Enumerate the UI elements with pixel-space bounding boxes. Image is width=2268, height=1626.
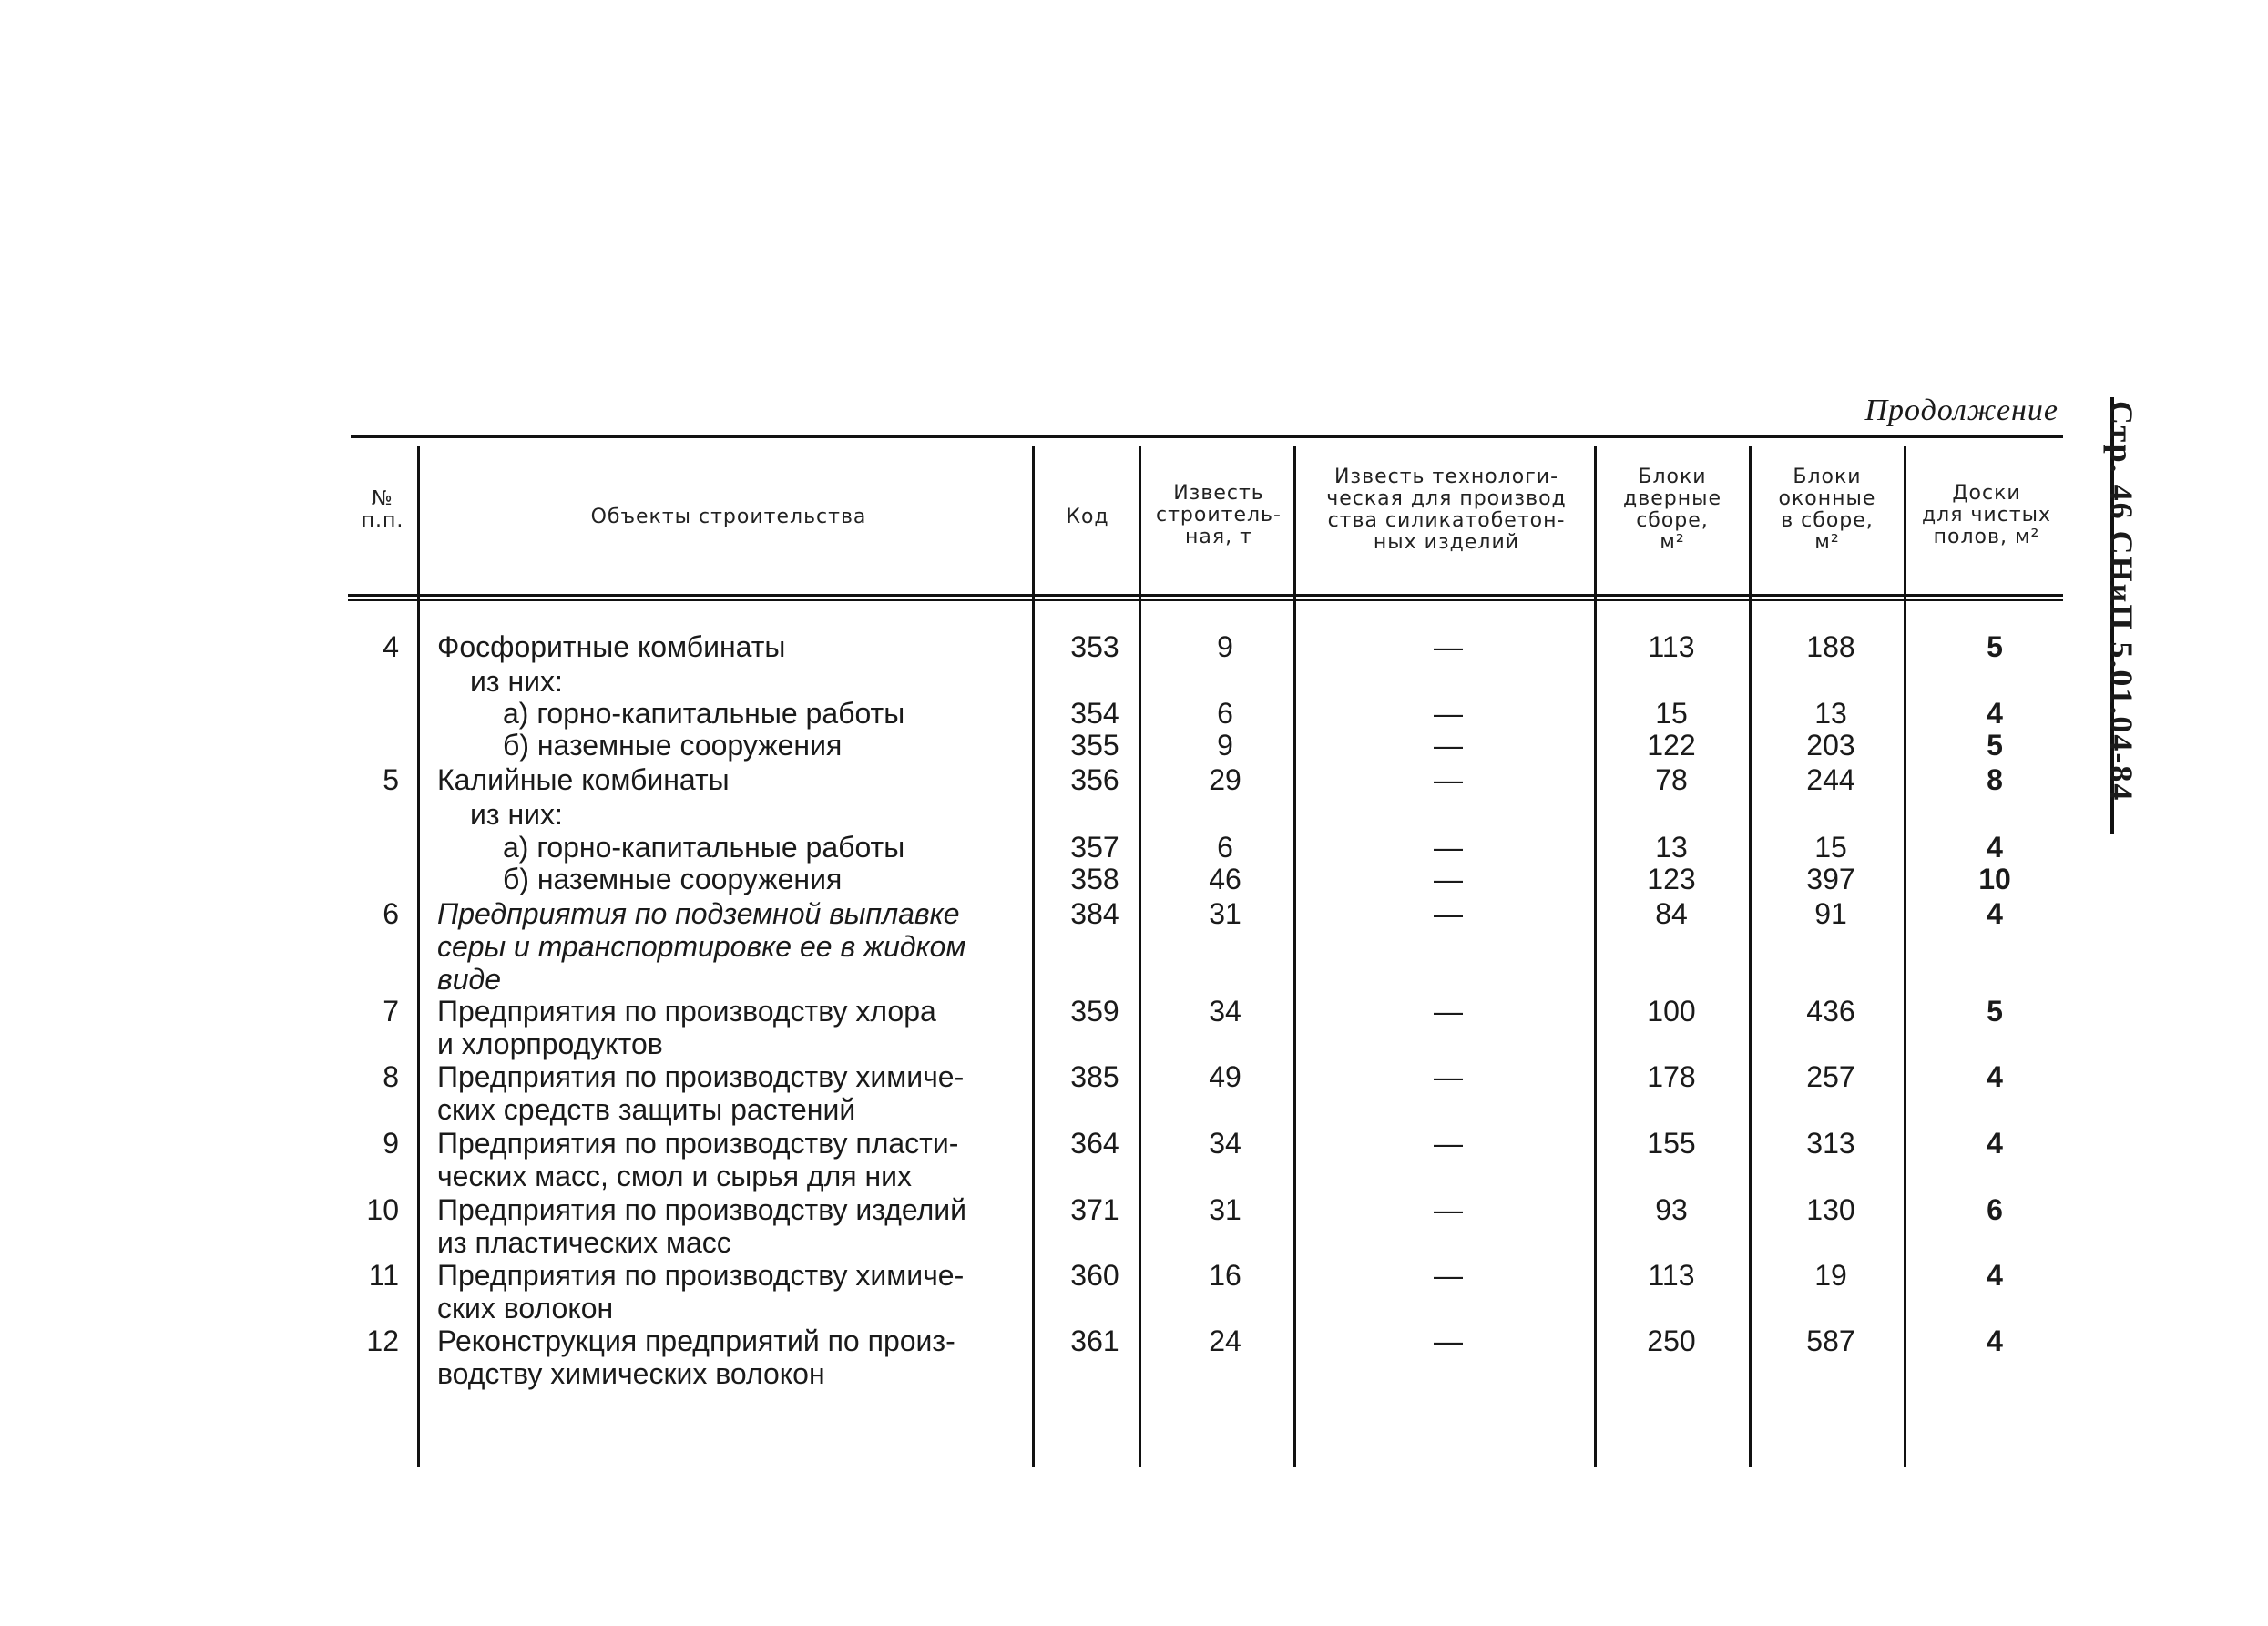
row-object: из них:: [470, 798, 563, 831]
row-windows: 313: [1806, 1127, 1855, 1160]
header-tech-line: ства силикатобетон-: [1327, 509, 1566, 532]
row-number: 8: [383, 1060, 399, 1093]
row-object: б) наземные сооружения: [503, 729, 843, 762]
row-object-line: водству химических волокон: [437, 1357, 825, 1390]
row-lime: 6: [1217, 831, 1233, 864]
header-boards-line: для чистых: [1921, 504, 2052, 527]
header-lime: [1146, 483, 1292, 548]
row-windows: 130: [1806, 1193, 1855, 1226]
continuation-label: Продолжение: [1864, 394, 2059, 427]
row-code: 359: [1070, 995, 1119, 1028]
header-num: [351, 488, 414, 532]
row-doors: 13: [1655, 831, 1688, 864]
row-tech-lime: —: [1434, 763, 1463, 796]
row-lime: 9: [1217, 729, 1233, 762]
row-object-line: из пластических масс: [437, 1226, 731, 1259]
row-lime: 49: [1209, 1060, 1241, 1093]
header-doors-line: Блоки: [1638, 465, 1707, 488]
row-tech-lime: —: [1434, 630, 1463, 663]
row-boards: 6: [1987, 1193, 2003, 1226]
row-lime: 34: [1209, 1127, 1241, 1160]
row-tech-lime: —: [1434, 995, 1463, 1028]
column-divider: [1904, 446, 1906, 1467]
row-boards: 10: [1978, 863, 2011, 895]
row-windows: 587: [1806, 1324, 1855, 1357]
row-lime: 9: [1217, 630, 1233, 663]
row-windows: 257: [1806, 1060, 1855, 1093]
header-lime-line: строитель-: [1156, 504, 1282, 527]
row-code: 355: [1070, 729, 1119, 762]
header-objects: Объекты строительства: [590, 506, 867, 528]
row-object: б) наземные сооружения: [503, 863, 843, 895]
header-windows-line: Блоки: [1793, 465, 1862, 488]
header-lime-line: ная, т: [1185, 526, 1252, 548]
row-number: 6: [383, 897, 399, 930]
header-boards-line: полов, м²: [1933, 526, 2040, 548]
row-object-line: Предприятия по подземной выплавке: [437, 897, 960, 930]
row-code: 371: [1070, 1193, 1119, 1226]
header-windows-line: в сборе,: [1781, 509, 1874, 532]
table-top-rule: [351, 435, 2063, 438]
row-windows: 15: [1814, 831, 1847, 864]
row-number: 12: [366, 1324, 399, 1357]
row-object-line: Предприятия по производству пласти-: [437, 1127, 959, 1160]
row-lime: 31: [1209, 897, 1241, 930]
row-object-line: виде: [437, 963, 501, 996]
header-windows-line: м²: [1814, 531, 1840, 554]
header-doors-line: сборе,: [1636, 509, 1709, 532]
row-doors: 250: [1647, 1324, 1696, 1357]
row-tech-lime: —: [1434, 831, 1463, 864]
row-doors: 123: [1647, 863, 1696, 895]
row-object-line: Предприятия по производству химиче-: [437, 1259, 965, 1292]
row-lime: 34: [1209, 995, 1241, 1028]
row-object-line: ческих масс, смол и сырья для них: [437, 1160, 913, 1192]
row-boards: 5: [1987, 630, 2003, 663]
row-code: 356: [1070, 763, 1119, 796]
row-doors: 15: [1655, 697, 1688, 730]
row-lime: 31: [1209, 1193, 1241, 1226]
row-object: а) горно-капитальные работы: [503, 697, 905, 730]
row-tech-lime: —: [1434, 1060, 1463, 1093]
row-object: Фосфоритные комбинаты: [437, 630, 786, 663]
header-boards-line: Доски: [1952, 482, 2021, 505]
row-lime: 46: [1209, 863, 1241, 895]
header-bottom-rule-2: [348, 599, 2063, 601]
row-doors: 93: [1655, 1193, 1688, 1226]
header-lime-line: Известь: [1173, 482, 1264, 505]
row-code: 353: [1070, 630, 1119, 663]
row-lime: 6: [1217, 697, 1233, 730]
row-lime: 24: [1209, 1324, 1241, 1357]
row-tech-lime: —: [1434, 1127, 1463, 1160]
row-boards: 4: [1987, 831, 2003, 864]
column-divider: [417, 446, 420, 1467]
header-code: Код: [1066, 506, 1109, 528]
row-windows: 244: [1806, 763, 1855, 796]
row-tech-lime: —: [1434, 697, 1463, 730]
row-code: 385: [1070, 1060, 1119, 1093]
row-code: 357: [1070, 831, 1119, 864]
row-boards: 4: [1987, 697, 2003, 730]
row-boards: 8: [1987, 763, 2003, 796]
header-num-line: №: [372, 487, 393, 510]
row-windows: 188: [1806, 630, 1855, 663]
row-object-line: ских волокон: [437, 1292, 614, 1324]
header-doors-line: дверные: [1623, 487, 1721, 510]
header-boards: [1909, 483, 2064, 548]
row-boards: 4: [1987, 1259, 2003, 1292]
row-tech-lime: —: [1434, 1324, 1463, 1357]
row-object-line: Предприятия по производству хлора: [437, 995, 936, 1028]
row-windows: 436: [1806, 995, 1855, 1028]
header-tech-line: ных изделий: [1373, 531, 1520, 554]
row-code: 354: [1070, 697, 1119, 730]
row-boards: 4: [1987, 1324, 2003, 1357]
row-boards: 5: [1987, 729, 2003, 762]
header-tech-line: ческая для производ: [1326, 487, 1567, 510]
row-code: 364: [1070, 1127, 1119, 1160]
row-doors: 155: [1647, 1127, 1696, 1160]
header-tech: [1301, 466, 1592, 554]
row-number: 9: [383, 1127, 399, 1160]
header-tech-line: Известь технологи-: [1333, 465, 1559, 488]
row-boards: 4: [1987, 1127, 2003, 1160]
column-divider: [1594, 446, 1597, 1467]
row-windows: 91: [1814, 897, 1847, 930]
row-doors: 178: [1647, 1060, 1696, 1093]
row-windows: 397: [1806, 863, 1855, 895]
row-number: 5: [383, 763, 399, 796]
row-object-line: Предприятия по производству изделий: [437, 1193, 967, 1226]
row-object-line: ских средств защиты растений: [437, 1093, 856, 1126]
column-divider: [1032, 446, 1035, 1467]
page-side-label: Стр. 46 СНиП 5.01.04-84: [2103, 401, 2140, 803]
row-doors: 122: [1647, 729, 1696, 762]
row-boards: 5: [1987, 995, 2003, 1028]
header-doors: [1599, 466, 1745, 554]
row-object-line: и хлорпродуктов: [437, 1028, 663, 1060]
row-number: 11: [368, 1259, 399, 1292]
column-divider: [1749, 446, 1752, 1467]
row-doors: 78: [1655, 763, 1688, 796]
row-code: 384: [1070, 897, 1119, 930]
row-lime: 16: [1209, 1259, 1241, 1292]
row-tech-lime: —: [1434, 863, 1463, 895]
row-doors: 113: [1648, 1259, 1695, 1292]
row-object-line: Предприятия по производству химиче-: [437, 1060, 965, 1093]
row-object-line: Реконструкция предприятий по произ-: [437, 1324, 955, 1357]
row-lime: 29: [1209, 763, 1241, 796]
row-tech-lime: —: [1434, 897, 1463, 930]
header-windows: [1754, 466, 1900, 554]
row-object: из них:: [470, 665, 563, 698]
row-object: Калийные комбинаты: [437, 763, 730, 796]
row-object: а) горно-капитальные работы: [503, 831, 905, 864]
row-windows: 19: [1814, 1259, 1847, 1292]
row-doors: 113: [1648, 630, 1695, 663]
row-tech-lime: —: [1434, 1259, 1463, 1292]
row-number: 10: [366, 1193, 399, 1226]
header-doors-line: м²: [1660, 531, 1685, 554]
header-windows-line: оконные: [1778, 487, 1876, 510]
header-num-line: п.п.: [361, 509, 404, 532]
row-doors: 100: [1647, 995, 1696, 1028]
row-windows: 13: [1814, 697, 1847, 730]
column-divider: [1139, 446, 1141, 1467]
row-code: 358: [1070, 863, 1119, 895]
row-tech-lime: —: [1434, 1193, 1463, 1226]
row-number: 7: [383, 995, 399, 1028]
row-code: 360: [1070, 1259, 1119, 1292]
row-code: 361: [1070, 1324, 1119, 1357]
column-divider: [1293, 446, 1296, 1467]
row-boards: 4: [1987, 1060, 2003, 1093]
row-tech-lime: —: [1434, 729, 1463, 762]
row-number: 4: [383, 630, 399, 663]
row-windows: 203: [1806, 729, 1855, 762]
row-boards: 4: [1987, 897, 2003, 930]
row-doors: 84: [1655, 897, 1688, 930]
row-object-line: серы и транспортировке ее в жидком: [437, 930, 966, 963]
header-bottom-rule: [348, 594, 2063, 597]
